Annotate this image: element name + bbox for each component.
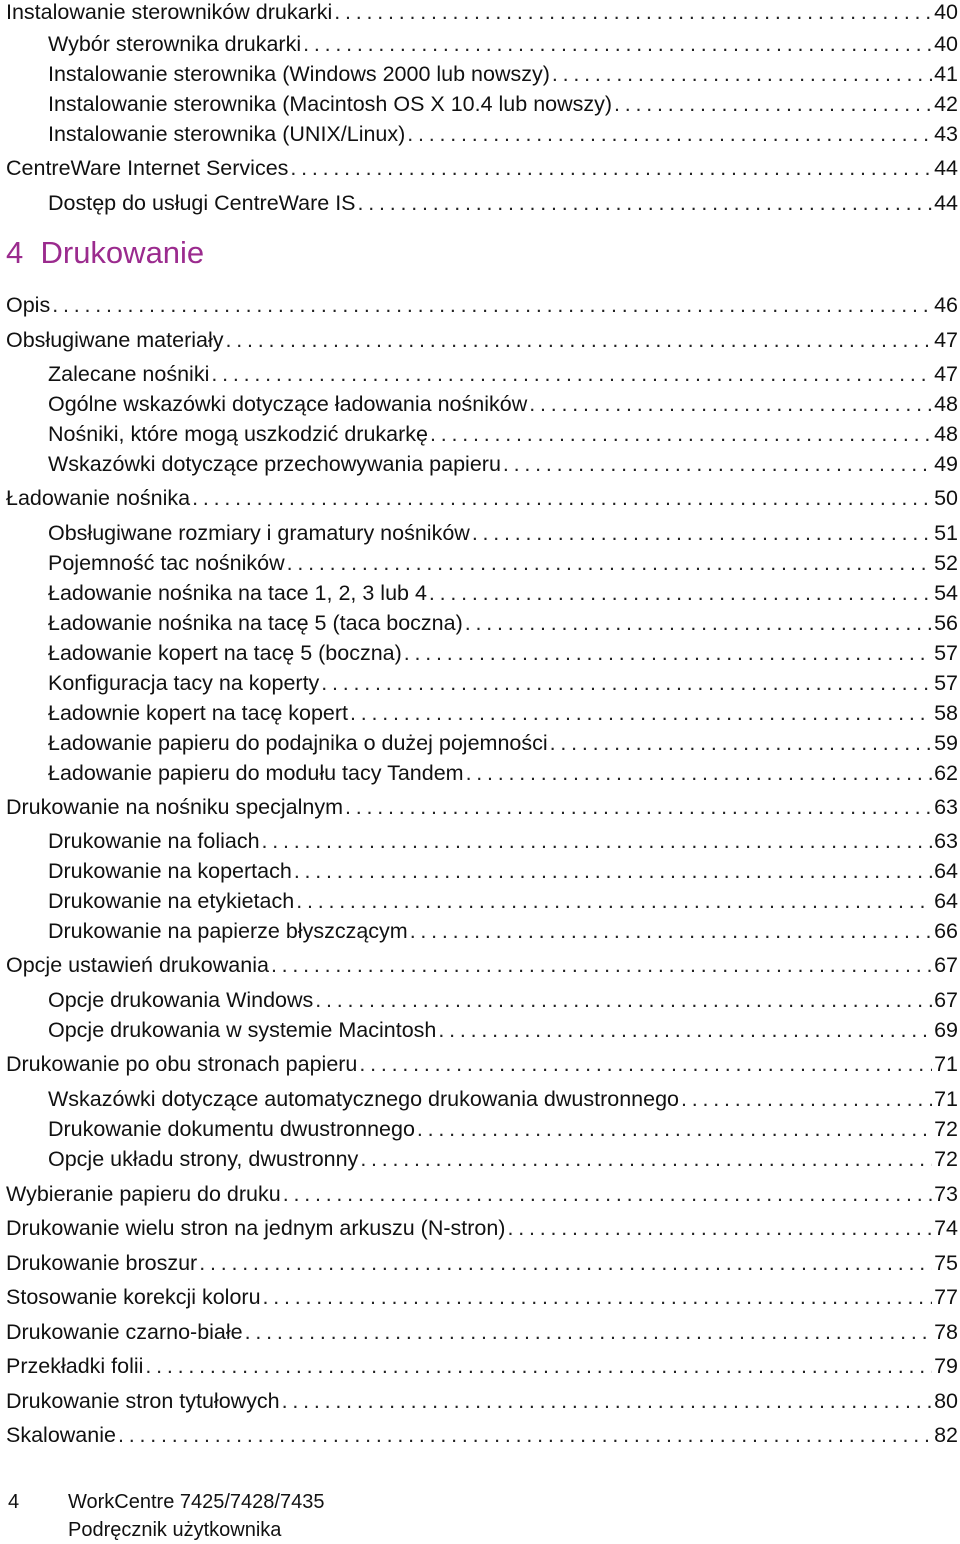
dot-leader xyxy=(283,1179,932,1209)
dot-leader xyxy=(263,1282,933,1312)
toc-entry[interactable] xyxy=(0,518,958,548)
toc-entry[interactable] xyxy=(0,119,958,149)
toc-entry[interactable] xyxy=(0,1386,958,1416)
dot-leader xyxy=(350,698,932,728)
toc-entry-page-number: 72 xyxy=(934,1117,958,1141)
toc-entry[interactable] xyxy=(0,1179,958,1209)
dot-leader xyxy=(345,792,932,822)
toc-entry-title: Ładowanie papieru do modułu tacy Tandem xyxy=(48,761,464,785)
toc-entry[interactable] xyxy=(0,1282,958,1312)
toc-entry-title: Ładowanie nośnika na tacę 5 (taca boczna) xyxy=(48,611,463,635)
dot-leader xyxy=(529,389,932,419)
toc-entry-page-number: 57 xyxy=(934,671,958,695)
toc-entry-page-number: 44 xyxy=(934,156,958,180)
dot-leader xyxy=(472,518,932,548)
toc-entry-page-number: 62 xyxy=(934,761,958,785)
toc-entry[interactable] xyxy=(0,578,958,608)
toc-entry-page-number: 47 xyxy=(934,362,958,386)
toc-entry[interactable] xyxy=(0,59,958,89)
toc-entry[interactable] xyxy=(0,89,958,119)
footer-guide-title: Podręcznik użytkownika xyxy=(68,1519,282,1541)
toc-entry-page-number: 73 xyxy=(934,1182,958,1206)
toc-entry[interactable] xyxy=(0,792,958,822)
dot-leader xyxy=(321,668,932,698)
toc-entry[interactable] xyxy=(0,985,958,1015)
dot-leader xyxy=(271,950,932,980)
toc-entry-title: Skalowanie xyxy=(6,1423,116,1447)
toc-entry-title: Opcje ustawień drukowania xyxy=(6,953,269,977)
dot-leader xyxy=(466,758,933,788)
toc-entry-page-number: 40 xyxy=(934,32,958,56)
toc-entry-page-number: 74 xyxy=(934,1216,958,1240)
toc-entry[interactable] xyxy=(0,548,958,578)
toc-entry-title: CentreWare Internet Services xyxy=(6,156,289,180)
toc-entry-page-number: 82 xyxy=(934,1423,958,1447)
dot-leader xyxy=(507,1213,932,1243)
toc-entry-page-number: 51 xyxy=(934,521,958,545)
toc-entry[interactable] xyxy=(0,1114,958,1144)
toc-entry-page-number: 66 xyxy=(934,919,958,943)
toc-entry-title: Instalowanie sterownika (UNIX/Linux) xyxy=(48,122,406,146)
dot-leader xyxy=(290,153,932,183)
toc-entry-title: Zalecane nośniki xyxy=(48,362,210,386)
chapter-number: 4 xyxy=(6,235,24,270)
footer-page-number: 4 xyxy=(8,1491,20,1513)
toc-entry[interactable] xyxy=(0,1213,958,1243)
toc-entry[interactable] xyxy=(0,419,958,449)
dot-leader xyxy=(359,1049,932,1079)
toc-entry[interactable] xyxy=(0,698,958,728)
toc-entry[interactable] xyxy=(0,916,958,946)
dot-leader xyxy=(262,826,933,856)
footer-product-name: WorkCentre 7425/7428/7435 xyxy=(68,1491,325,1513)
toc-entry[interactable] xyxy=(0,826,958,856)
toc-entry-title: Drukowanie na kopertach xyxy=(48,859,292,883)
toc-entry[interactable] xyxy=(0,1351,958,1381)
toc-entry-page-number: 77 xyxy=(934,1285,958,1309)
toc-entry-page-number: 79 xyxy=(934,1354,958,1378)
toc-entry-title: Drukowanie dokumentu dwustronnego xyxy=(48,1117,415,1141)
dot-leader xyxy=(614,89,932,119)
toc-entry[interactable] xyxy=(0,638,958,668)
dot-leader xyxy=(552,59,932,89)
toc-entry[interactable] xyxy=(0,608,958,638)
toc-entry-title: Konfiguracja tacy na koperty xyxy=(48,671,320,695)
dot-leader xyxy=(294,856,932,886)
toc-entry-title: Drukowanie na papierze błyszczącym xyxy=(48,919,408,943)
dot-leader xyxy=(429,578,932,608)
toc-entry-title: Obsługiwane rozmiary i gramatury nośników xyxy=(48,521,470,545)
toc-entry-title: Stosowanie korekcji koloru xyxy=(6,1285,261,1309)
toc-entry-title: Ładowanie kopert na tacę 5 (boczna) xyxy=(48,641,402,665)
toc-entry[interactable] xyxy=(0,389,958,419)
toc-entry-page-number: 64 xyxy=(934,889,958,913)
dot-leader xyxy=(226,325,933,355)
toc-entry-page-number: 67 xyxy=(934,953,958,977)
toc-entry[interactable] xyxy=(0,188,958,218)
toc-entry-page-number: 40 xyxy=(934,0,958,24)
dot-leader xyxy=(211,359,932,389)
toc-entry[interactable] xyxy=(0,1049,958,1079)
toc-entry-page-number: 56 xyxy=(934,611,958,635)
toc-entry-page-number: 52 xyxy=(934,551,958,575)
toc-entry[interactable] xyxy=(0,1317,958,1347)
toc-entry[interactable] xyxy=(0,1084,958,1114)
toc-entry-title: Ładowanie nośnika xyxy=(6,486,191,510)
toc-entry[interactable] xyxy=(0,668,958,698)
toc-entry[interactable] xyxy=(0,0,958,27)
chapter-heading xyxy=(6,233,204,273)
toc-entry-title: Drukowanie czarno-białe xyxy=(6,1320,243,1344)
toc-entry[interactable] xyxy=(0,153,958,183)
toc-entry-page-number: 63 xyxy=(934,795,958,819)
toc-entry-page-number: 59 xyxy=(934,731,958,755)
dot-leader xyxy=(118,1420,932,1450)
dot-leader xyxy=(360,1144,932,1174)
toc-entry-page-number: 57 xyxy=(934,641,958,665)
toc-entry-page-number: 48 xyxy=(934,392,958,416)
toc-entry[interactable] xyxy=(0,950,958,980)
dot-leader xyxy=(358,188,933,218)
dot-leader xyxy=(282,1386,932,1416)
toc-entry-page-number: 71 xyxy=(934,1052,958,1076)
toc-entry-page-number: 78 xyxy=(934,1320,958,1344)
toc-entry-title: Pojemność tac nośników xyxy=(48,551,285,575)
toc-entry-title: Wybieranie papieru do druku xyxy=(6,1182,281,1206)
dot-leader xyxy=(430,419,932,449)
toc-entry-page-number: 50 xyxy=(934,486,958,510)
toc-entry-title: Opcje układu strony, dwustronny xyxy=(48,1147,359,1171)
toc-entry-title: Ładowanie papieru do podajnika o dużej pojemności xyxy=(48,731,548,755)
toc-entry[interactable] xyxy=(0,359,958,389)
toc-entry-title: Drukowanie stron tytułowych xyxy=(6,1389,280,1413)
dot-leader xyxy=(465,608,932,638)
dot-leader xyxy=(407,119,932,149)
toc-entry[interactable] xyxy=(0,1248,958,1278)
dot-leader xyxy=(681,1084,932,1114)
toc-entry-title: Opcje drukowania Windows xyxy=(48,988,314,1012)
dot-leader xyxy=(404,638,932,668)
toc-entry-title: Drukowanie na etykietach xyxy=(48,889,295,913)
dot-leader xyxy=(315,985,932,1015)
toc-entry-title: Instalowanie sterownika (Windows 2000 lub nowszy) xyxy=(48,62,550,86)
dot-leader xyxy=(503,449,932,479)
toc-entry-page-number: 48 xyxy=(934,422,958,446)
toc-entry[interactable] xyxy=(0,290,958,320)
toc-entry-title: Drukowanie po obu stronach papieru xyxy=(6,1052,358,1076)
toc-entry-title: Wskazówki dotyczące przechowywania papieru xyxy=(48,452,501,476)
toc-entry-page-number: 41 xyxy=(934,62,958,86)
toc-entry-page-number: 71 xyxy=(934,1087,958,1111)
dot-leader xyxy=(245,1317,932,1347)
toc-entry-page-number: 64 xyxy=(934,859,958,883)
dot-leader xyxy=(287,548,932,578)
toc-entry[interactable] xyxy=(0,856,958,886)
toc-entry-title: Wskazówki dotyczące automatycznego drukowania dwustronnego xyxy=(48,1087,679,1111)
toc-entry-title: Drukowanie broszur xyxy=(6,1251,198,1275)
dot-leader xyxy=(550,728,932,758)
toc-entry-title: Opcje drukowania w systemie Macintosh xyxy=(48,1018,437,1042)
toc-entry[interactable] xyxy=(0,1144,958,1174)
toc-entry[interactable] xyxy=(0,325,958,355)
toc-entry-title: Ładowanie nośnika na tace 1, 2, 3 lub 4 xyxy=(48,581,427,605)
toc-entry-title: Przekładki folii xyxy=(6,1354,144,1378)
toc-entry[interactable] xyxy=(0,886,958,916)
toc-entry-page-number: 69 xyxy=(934,1018,958,1042)
toc-entry[interactable] xyxy=(0,29,958,59)
toc-entry-title: Obsługiwane materiały xyxy=(6,328,224,352)
toc-entry[interactable] xyxy=(0,449,958,479)
toc-entry-page-number: 42 xyxy=(934,92,958,116)
toc-entry-page-number: 75 xyxy=(934,1251,958,1275)
toc-entry[interactable] xyxy=(0,1015,958,1045)
toc-entry[interactable] xyxy=(0,728,958,758)
toc-entry-page-number: 58 xyxy=(934,701,958,725)
toc-entry[interactable] xyxy=(0,1420,958,1450)
toc-entry-title: Instalowanie sterownika (Macintosh OS X 10.4 lub nowszy) xyxy=(48,92,613,116)
toc-entry-title: Ładownie kopert na tacę kopert xyxy=(48,701,349,725)
dot-leader xyxy=(438,1015,932,1045)
dot-leader xyxy=(296,886,932,916)
toc-entry-title: Drukowanie wielu stron na jednym arkuszu (N-stron) xyxy=(6,1216,506,1240)
toc-entry-page-number: 72 xyxy=(934,1147,958,1171)
toc-entry-title: Opis xyxy=(6,293,51,317)
toc-entry-page-number: 43 xyxy=(934,122,958,146)
toc-entry-page-number: 46 xyxy=(934,293,958,317)
toc-entry-page-number: 49 xyxy=(934,452,958,476)
dot-leader xyxy=(410,916,932,946)
toc-entry-title: Ogólne wskazówki dotyczące ładowania nośników xyxy=(48,392,528,416)
dot-leader xyxy=(145,1351,932,1381)
toc-entry-page-number: 44 xyxy=(934,191,958,215)
toc-entry-title: Drukowanie na foliach xyxy=(48,829,260,853)
dot-leader xyxy=(334,0,932,27)
toc-entry-page-number: 54 xyxy=(934,581,958,605)
toc-entry-title: Wybór sterownika drukarki xyxy=(48,32,302,56)
toc-entry[interactable] xyxy=(0,758,958,788)
toc-entry-page-number: 47 xyxy=(934,328,958,352)
toc-entry-page-number: 67 xyxy=(934,988,958,1012)
toc-entry-title: Instalowanie sterowników drukarki xyxy=(6,0,333,24)
dot-leader xyxy=(303,29,932,59)
toc-entry-title: Nośniki, które mogą uszkodzić drukarkę xyxy=(48,422,428,446)
chapter-title: Drukowanie xyxy=(40,235,205,270)
toc-entry-page-number: 63 xyxy=(934,829,958,853)
dot-leader xyxy=(417,1114,932,1144)
dot-leader xyxy=(199,1248,932,1278)
dot-leader xyxy=(52,290,932,320)
toc-entry-title: Drukowanie na nośniku specjalnym xyxy=(6,795,344,819)
toc-entry-page-number: 80 xyxy=(934,1389,958,1413)
toc-entry-title: Dostęp do usługi CentreWare IS xyxy=(48,191,356,215)
dot-leader xyxy=(192,483,932,513)
toc-entry[interactable] xyxy=(0,483,958,513)
